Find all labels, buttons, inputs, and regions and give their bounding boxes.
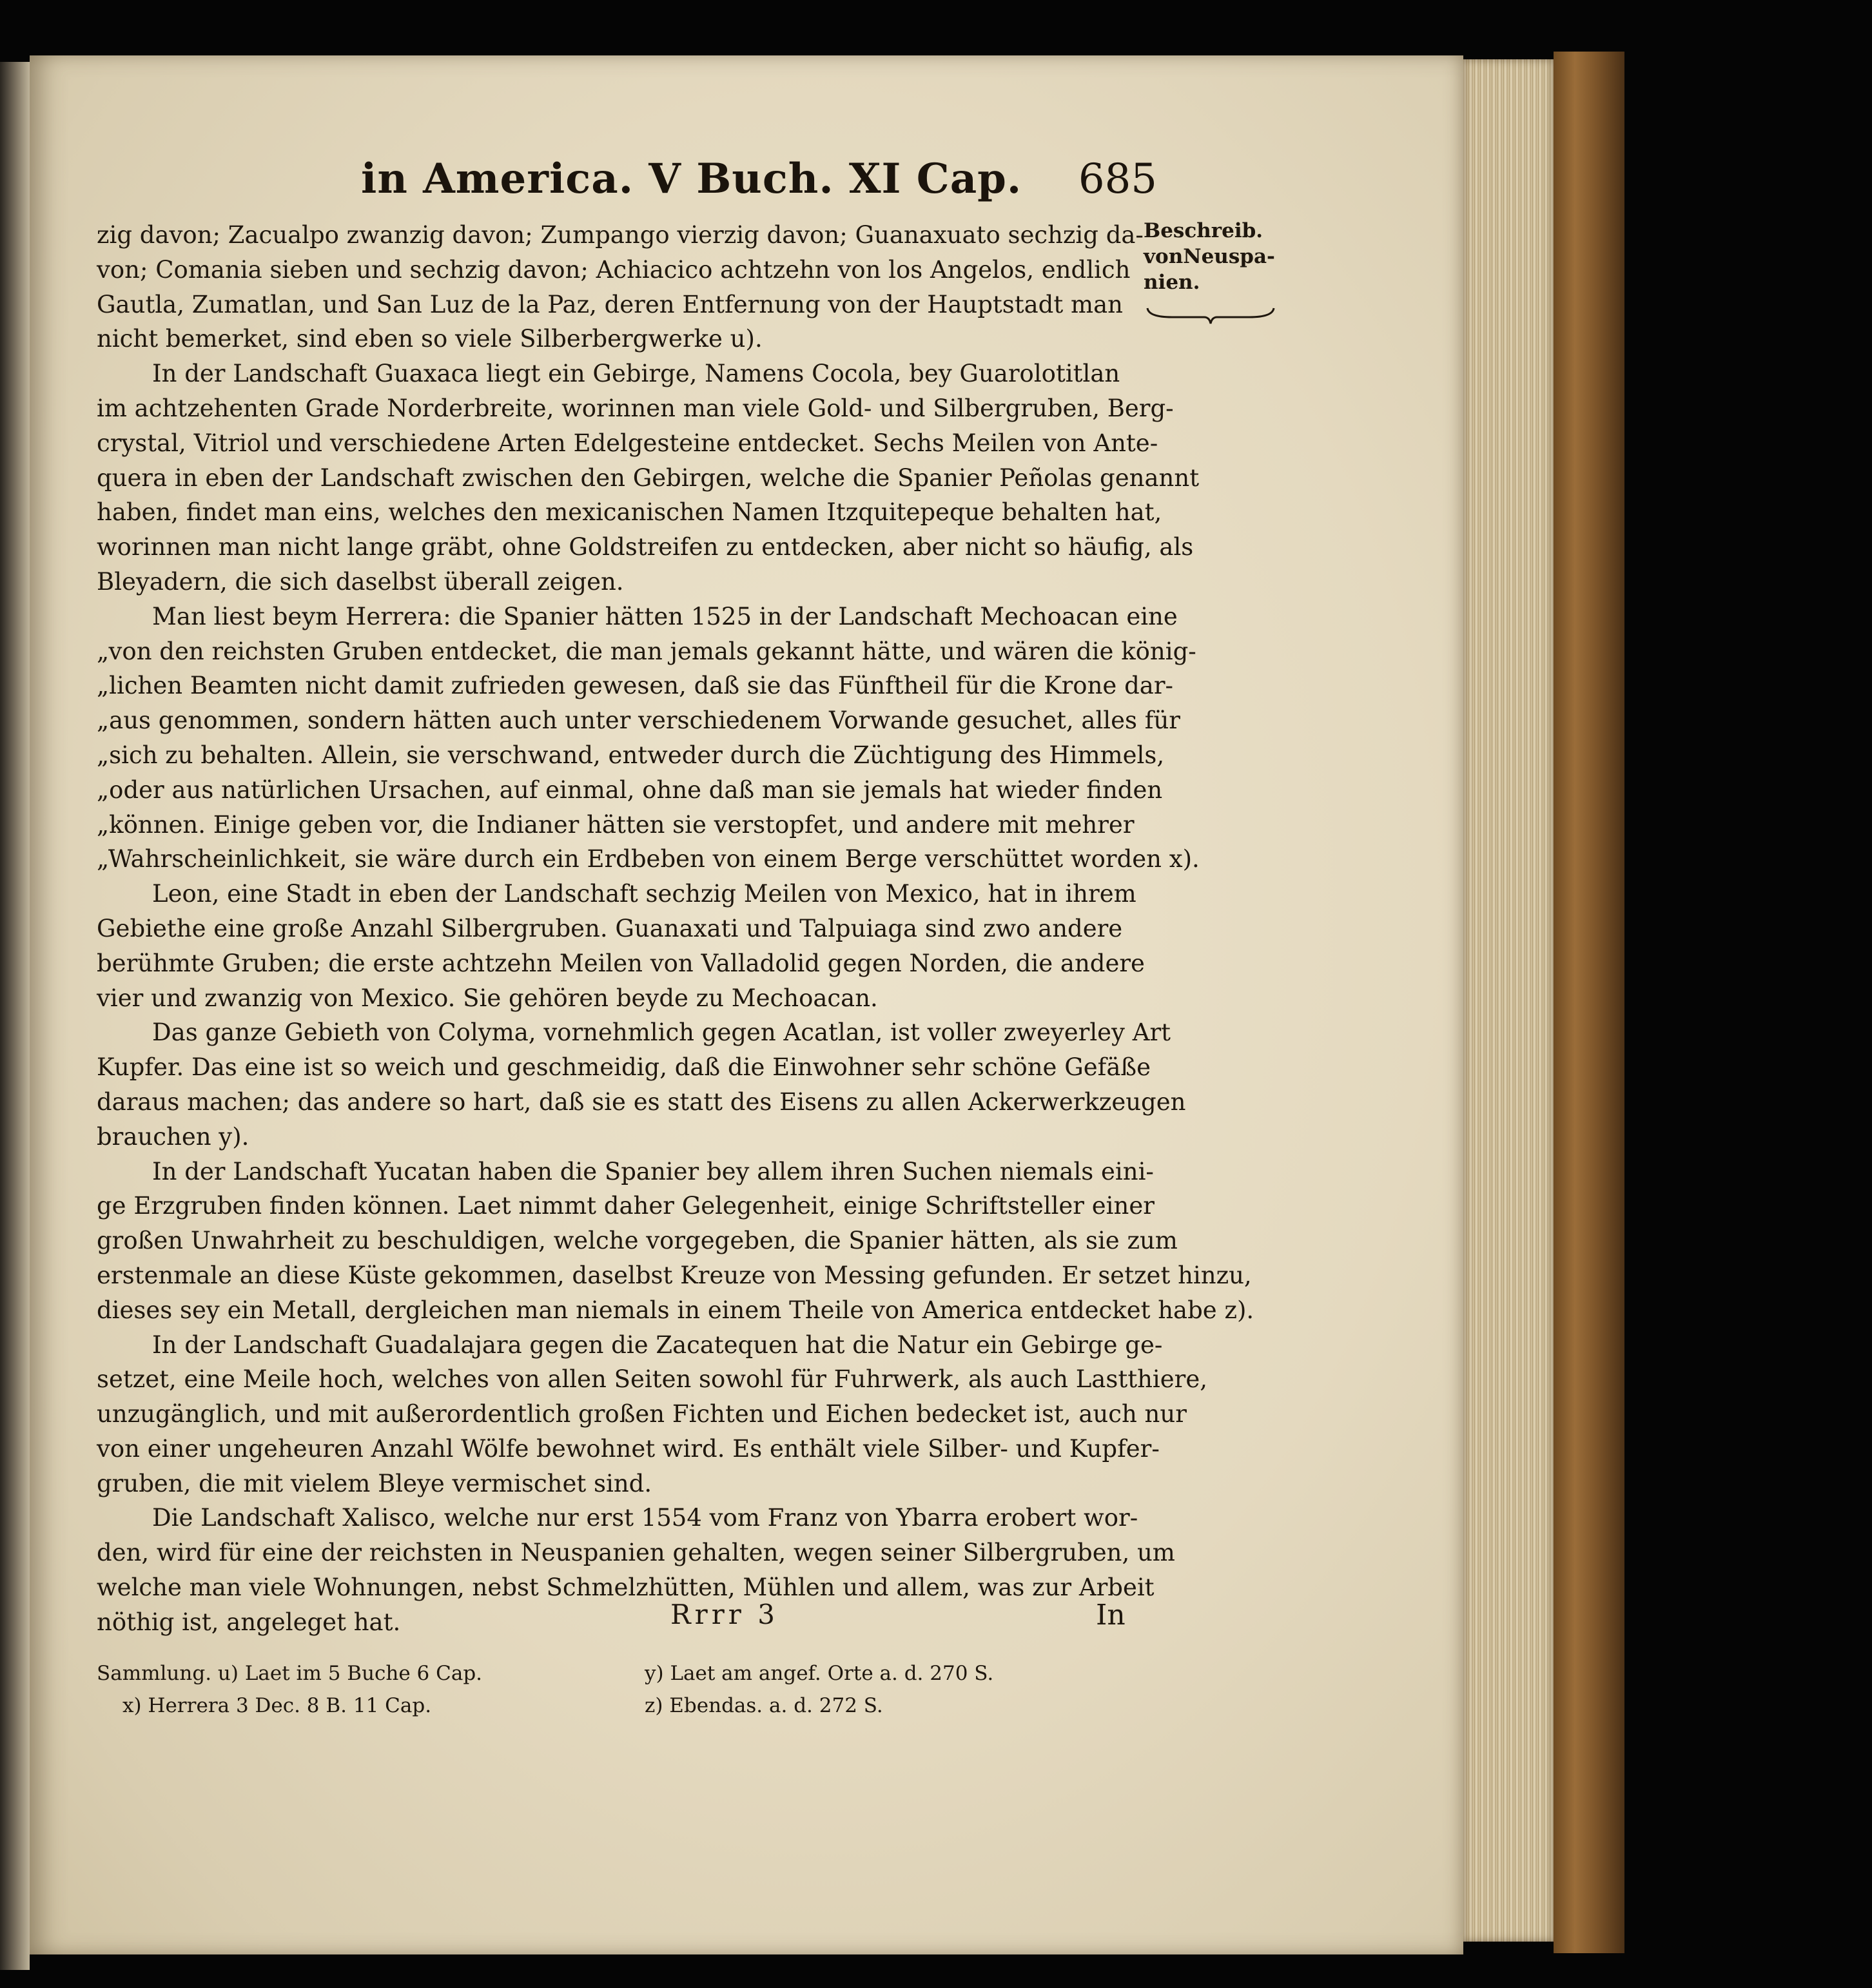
text-line: den, wird für eine der reichsten in Neuspanien gehalten, wegen seiner Silbergruben, um <box>97 1539 1175 1567</box>
text-line: erstenmale an diese Küste gekommen, daselbst Kreuze von Messing gefunden. Er setzet hinzu, <box>97 1261 1252 1289</box>
text-line: „sich zu behalten. Allein, sie verschwand, entweder durch die Züchtigung des Himmels, <box>97 741 1165 769</box>
text-line: unzugänglich, und mit außerordentlich großen Fichten und Eichen bedecket ist, auch nur <box>97 1400 1187 1428</box>
running-title: in America. V Buch. XI Cap. <box>361 155 1022 203</box>
text-line: crystal, Vitriol und verschiedene Arten Edelgesteine entdecket. Sechs Meilen von Ante- <box>97 429 1158 457</box>
footnote-z: z) Ebendas. a. d. 272 S. <box>645 1694 883 1717</box>
text-line: welche man viele Wohnungen, nebst Schmelzhütten, Mühlen und allem, was zur Arbeit <box>97 1574 1155 1602</box>
text-line: großen Unwahrheit zu beschuldigen, welche vorgegeben, die Spanier hätten, als sie zum <box>97 1227 1178 1255</box>
text-line: „Wahrscheinlichkeit, sie wäre durch ein Erdbeben von einem Berge verschüttet worden x). <box>97 845 1200 873</box>
left-page-edge <box>0 62 30 1970</box>
text-line: „von den reichsten Gruben entdecket, die man jemals gekannt hätte, und wären die könig- <box>97 637 1196 665</box>
text-line: „können. Einige geben vor, die Indianer hätten sie verstopfet, und andere mit mehrer <box>97 810 1135 839</box>
marginal-brace <box>1146 306 1275 325</box>
text-line: „oder aus natürlichen Ursachen, auf einmal, ohne daß man sie jemals hat wieder finden <box>97 775 1163 804</box>
page-edges <box>1463 59 1554 1942</box>
footnote-y: y) Laet am angef. Orte a. d. 270 S. <box>645 1662 994 1685</box>
text-line: daraus machen; das andere so hart, daß sie es statt des Eisens zu allen Ackerwerkzeugen <box>97 1087 1186 1116</box>
text-line: Man liest beym Herrera: die Spanier hätten 1525 in der Landschaft Mechoacan eine <box>152 602 1178 630</box>
signature-mark: Rrrr 3 <box>670 1599 779 1630</box>
catchword: In <box>1096 1599 1126 1632</box>
page-number: 685 <box>1078 155 1157 203</box>
text-line: von; Comania sieben und sechzig davon; Achiacico achtzehn von los Angelos, endlich <box>97 255 1131 284</box>
book-cover-edge <box>1554 52 1624 1953</box>
text-line: setzet, eine Meile hoch, welches von allen Seiten sowohl für Fuhrwerk, als auch Lastthiere, <box>97 1365 1207 1394</box>
text-line: vier und zwanzig von Mexico. Sie gehören beyde zu Mechoacan. <box>97 984 878 1012</box>
text-line: ge Erzgruben finden können. Laet nimmt daher Gelegenheit, einige Schriftsteller einer <box>97 1192 1155 1220</box>
text-line: worinnen man nicht lange gräbt, ohne Goldstreifen zu entdecken, aber nicht so häufig, als <box>97 533 1194 561</box>
text-line: In der Landschaft Yucatan haben die Spanier bey allem ihren Suchen niemals eini- <box>152 1157 1154 1185</box>
text-line: haben, findet man eins, welches den mexicanischen Namen Itzquitepeque behalten hat, <box>97 498 1162 527</box>
text-line: Leon, eine Stadt in eben der Landschaft sechzig Meilen von Mexico, hat in ihrem <box>152 880 1136 908</box>
text-line: von einer ungeheuren Anzahl Wölfe bewohnet wird. Es enthält viele Silber- und Kupfer- <box>97 1434 1160 1463</box>
text-line: brauchen y). <box>97 1122 249 1151</box>
marginal-note-line: Beschreib. <box>1144 219 1263 242</box>
text-line: nicht bemerket, sind eben so viele Silberbergwerke u). <box>97 325 763 353</box>
text-line: im achtzehenten Grade Norderbreite, worinnen man viele Gold- und Silbergruben, Berg- <box>97 394 1174 422</box>
text-line: „aus genommen, sondern hätten auch unter verschiedenem Vorwande gesuchet, alles für <box>97 707 1180 735</box>
text-line: In der Landschaft Guaxaca liegt ein Gebirge, Namens Cocola, bey Guarolotitlan <box>152 360 1120 388</box>
text-line: berühmte Gruben; die erste achtzehn Meilen von Valladolid gegen Norden, die andere <box>97 949 1145 977</box>
text-line: Bleyadern, die sich daselbst überall zeigen. <box>97 567 624 596</box>
text-line: Die Landschaft Xalisco, welche nur erst 1554 vom Franz von Ybarra erobert wor- <box>152 1504 1138 1532</box>
text-line: quera in eben der Landschaft zwischen den Gebirgen, welche die Spanier Peñolas genannt <box>97 463 1200 492</box>
footnote-x: x) Herrera 3 Dec. 8 B. 11 Cap. <box>122 1694 432 1717</box>
text-line: Gautla, Zumatlan, und San Luz de la Paz, deren Entfernung von der Hauptstadt man <box>97 290 1123 318</box>
footnote-u: Sammlung. u) Laet im 5 Buche 6 Cap. <box>97 1662 483 1685</box>
text-line: zig davon; Zacualpo zwanzig davon; Zumpango vierzig davon; Guanaxuato sechzig da- <box>97 221 1144 249</box>
text-line: In der Landschaft Guadalajara gegen die Zacatequen hat die Natur ein Gebirge ge- <box>152 1330 1163 1359</box>
text-line: Kupfer. Das eine ist so weich und geschmeidig, daß die Einwohner sehr schöne Gefäße <box>97 1053 1151 1082</box>
text-line: nöthig ist, angeleget hat. <box>97 1608 401 1636</box>
marginal-note <box>1144 218 1285 295</box>
text-line: dieses sey ein Metall, dergleichen man niemals in einem Theile von America entdecket habe z). <box>97 1296 1254 1324</box>
marginal-note-line: vonNeuspa- <box>1144 245 1275 268</box>
marginal-note-line: nien. <box>1144 271 1200 294</box>
text-line: Gebiethe eine große Anzahl Silbergruben. Guanaxati und Talpuiaga sind zwo andere <box>97 914 1123 942</box>
text-line: gruben, die mit vielem Bleye vermischet sind. <box>97 1469 652 1497</box>
text-line: Das ganze Gebieth von Colyma, vornehmlich gegen Acatlan, ist voller zweyerley Art <box>152 1018 1171 1047</box>
text-line: „lichen Beamten nicht damit zufrieden gewesen, daß sie das Fünftheil für die Krone dar- <box>97 672 1174 700</box>
